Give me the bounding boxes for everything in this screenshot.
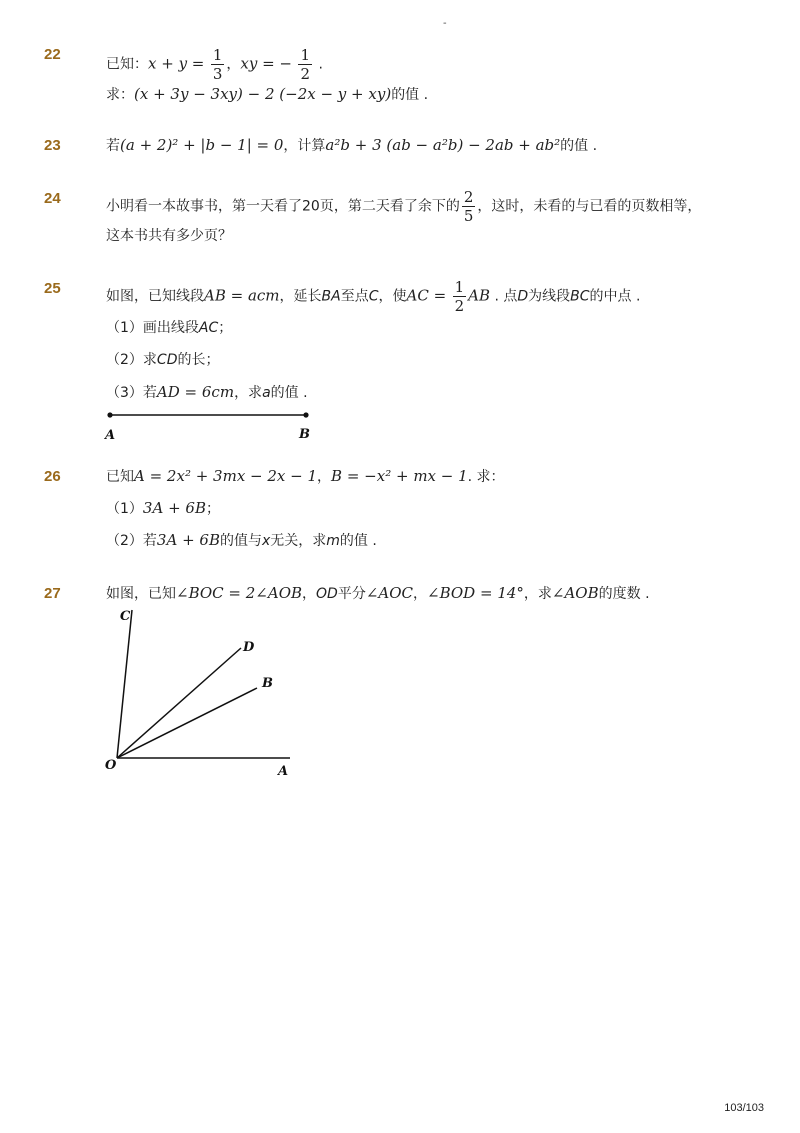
question-number: 25: [44, 280, 61, 297]
point-a: [107, 412, 112, 417]
q24-fraction: $\frac{2}{5}$: [463, 188, 474, 225]
q22-eq2: xy = −: [240, 54, 292, 73]
ray-ob: [117, 688, 257, 758]
q25-sub3: （3）若AD = 6cm，求a的值 .: [106, 383, 308, 401]
q22-eq1: x + y =: [148, 54, 205, 73]
q27-line: 如图，已知∠BOC = 2∠AOB，OD平分∠AOC，∠BOD = 14°，求∠AOB的度数 .: [106, 584, 650, 602]
page-top-mark: -: [443, 18, 447, 29]
label-d: D: [243, 640, 255, 655]
question-number: 26: [44, 468, 61, 485]
question-number: 23: [44, 137, 61, 154]
label-a: A: [105, 428, 116, 443]
q25-line1: 如图，已知线段AB = acm，延长BA至点C，使AC = $\frac{1}{2}$ AB . 点D为线段BC的中点 .: [106, 278, 641, 315]
q22-line1: 已知：x + y = $\frac{1}{3}$ ，xy = − $\frac{1}{2}$ .: [106, 46, 323, 83]
question-number: 27: [44, 585, 61, 602]
ray-od: [117, 648, 241, 758]
q22-prefix: 已知：: [106, 56, 148, 73]
q22-expr: (x + 3y − 3xy) − 2 (−2x − y + xy): [134, 85, 392, 103]
page-number: 103/103: [724, 1102, 764, 1114]
label-o: O: [105, 758, 117, 773]
q27-angle-figure: [100, 605, 300, 785]
q26-sub2: （2）若3A + 6B的值与x无关，求m的值 .: [106, 531, 377, 549]
q22-fraction-2: $\frac{1}{2}$: [300, 46, 310, 83]
ray-oc: [117, 610, 132, 758]
point-b: [303, 412, 308, 417]
label-c: C: [120, 609, 131, 624]
q25-fraction: $\frac{1}{2}$: [454, 278, 465, 315]
q22-fraction-1: $\frac{1}{3}$: [212, 46, 223, 83]
q25-segment-figure: [100, 405, 320, 445]
label-b: B: [299, 427, 310, 442]
question-number: 24: [44, 190, 61, 207]
q23-expr2: a²b + 3 (ab − a²b) − 2ab + ab²: [325, 136, 561, 154]
label-a: A: [278, 764, 289, 779]
q23-line: 若(a + 2)² + |b − 1| = 0，计算a²b + 3 (ab − a²b) − 2ab + ab²的值 .: [106, 136, 598, 154]
q22-line2: 求：(x + 3y − 3xy) − 2 (−2x − y + xy)的值 .: [106, 85, 429, 103]
q25-sub1: （1）画出线段AC；: [106, 320, 233, 336]
label-b: B: [262, 676, 273, 691]
q26-sub1: （1）3A + 6B；: [106, 499, 220, 517]
q24-line1: 小明看一本故事书，第一天看了20页，第二天看了余下的 $\frac{2}{5}$ ，这时，未看的与已看的页数相等，: [106, 188, 702, 225]
question-number: 22: [44, 46, 61, 63]
q23-expr1: (a + 2)² + |b − 1| = 0: [120, 136, 284, 154]
q25-sub2: （2）求CD的长；: [106, 352, 220, 368]
q26-line1: 已知A = 2x² + 3mx − 2x − 1，B = −x² + mx − 1. 求：: [106, 467, 505, 485]
q24-line2: 这本书共有多少页？: [106, 228, 232, 244]
